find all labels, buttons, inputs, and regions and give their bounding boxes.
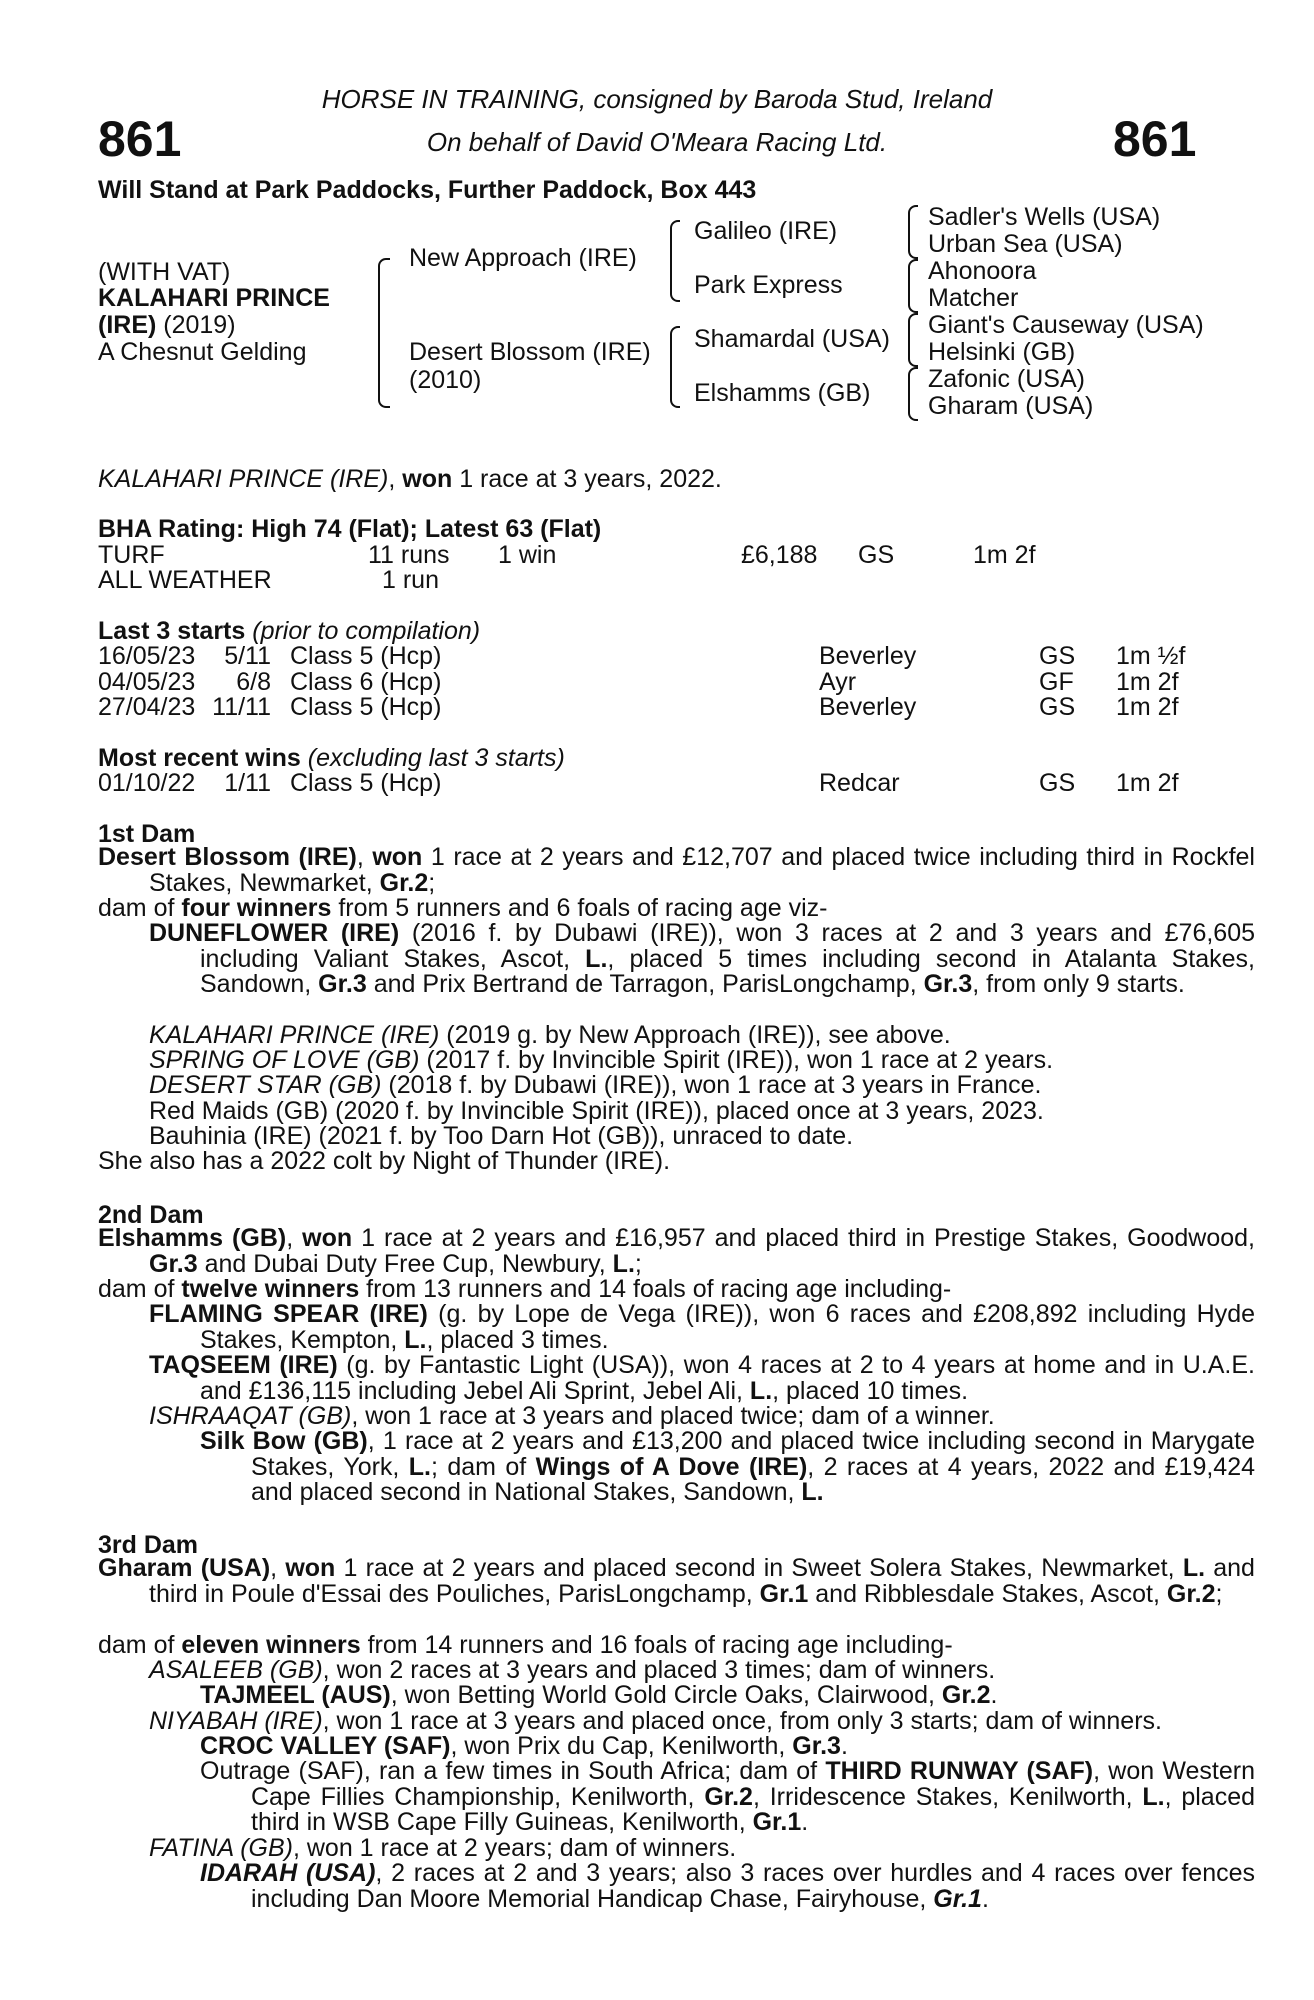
- text-run: TAJMEEL (AUS): [200, 1681, 391, 1709]
- brace-ds: [908, 313, 918, 367]
- dam3-intro: Gharam (USA), won 1 race at 2 years and placed second in Sweet Solera Stakes, Newmarket, L. and third in Poule d'Essai des Pouliches, ParisLongchamp, Gr.1 and Ribblesdale Stakes, Ascot, Gr.2;: [98, 1554, 1255, 1608]
- dam1-progeny-4: [149, 1073, 1041, 1099]
- text-run: (2019 g. by New Approach (IRE)), see above.: [439, 1021, 951, 1049]
- text-run: Gr.2: [704, 1782, 753, 1811]
- text-run: Gharam (USA): [98, 1554, 271, 1582]
- consignor-line: HORSE IN TRAINING, consigned by Baroda Stud, Ireland: [321, 84, 993, 114]
- text-run: won: [402, 465, 453, 493]
- text-run: , from only 9 starts.: [972, 970, 1185, 998]
- dam1-progeny-5: Red Maids (GB) (2020 f. by Invincible Spirit (IRE)), placed once at 3 years, 2023.: [149, 1097, 1044, 1125]
- text-run: Gr.2: [379, 868, 429, 897]
- brace-dam-parents: [670, 326, 680, 408]
- lot-number-right: 861: [1113, 111, 1197, 167]
- text-run: , 1 race at 2 years and £13,200 and placed twice including second in Marygate Stakes, York,: [251, 1427, 1255, 1481]
- text-run: 1 race at 2 years and placed second in Sweet Solera Stakes, Newmarket,: [335, 1554, 1183, 1582]
- pedigree-sdd: Matcher: [928, 284, 1019, 312]
- text-run: (2018 f. by Dubawi (IRE)), won 1 race at 3 years in France.: [381, 1071, 1042, 1099]
- pedigree-dam-dam: Elshamms (GB): [694, 379, 871, 407]
- text-run: , won 1 race at 3 years and placed twice; dam of a winner.: [351, 1402, 995, 1430]
- dam2-damof: [98, 1277, 951, 1303]
- dam1-progeny-2: [149, 1023, 951, 1049]
- text-run: , won 2 races at 3 years and placed 3 times; dam of winners.: [322, 1656, 996, 1684]
- text-run: L.: [585, 944, 608, 973]
- text-run: DUNEFLOWER (IRE): [149, 919, 400, 947]
- pedigree-dss: Giant's Causeway (USA): [928, 311, 1204, 339]
- text-run: , Irridescence Stakes, Kenilworth,: [752, 1782, 1143, 1811]
- dam2-intro: Elshamms (GB), won 1 race at 2 years and £16,957 and placed third in Prestige Stakes, Goodwood, Gr.3 and Dubai Duty Free Cup, Newbury, L.;: [98, 1224, 1255, 1278]
- text-run: (prior to compilation): [245, 617, 481, 645]
- horse-country: (IRE): [98, 311, 157, 339]
- text-run: (2017 f. by Invincible Spirit (IRE)), won 1 race at 2 years.: [419, 1046, 1054, 1074]
- text-run: and Prix Bertrand de Tarragon, ParisLongchamp,: [366, 970, 924, 998]
- text-run: (g. by Lope de Vega (IRE)), won 6 races and £208,892 including Hyde Stakes, Kempton,: [200, 1300, 1256, 1354]
- dam1-damof: [98, 896, 827, 922]
- text-run: Elshamms (GB): [98, 1224, 287, 1252]
- text-run: , placed 5 times including second in Atalanta Stakes, Sandown,: [200, 944, 1255, 998]
- dam3-progeny-6: [149, 1836, 736, 1862]
- horse-suffix-year: [98, 311, 236, 340]
- text-run: , 2 races at 2 and 3 years; also 3 races over hurdles and 4 races over fences including Dan Moore Memorial Handicap Chase, Fairyhouse,: [251, 1859, 1255, 1913]
- dam2-progeny-1: [149, 1302, 1255, 1353]
- dam3-progeny-3: [149, 1709, 1162, 1735]
- text-run: ISHRAAQAT (GB): [149, 1402, 352, 1430]
- lot-number-left: 861: [98, 111, 182, 167]
- text-run: ASALEEB (GB): [149, 1656, 323, 1684]
- text-run: dam of: [98, 1275, 182, 1303]
- text-run: (2016 f. by Dubawi (IRE)), won 3 races at 2 and 3 years and £76,605 including Valiant Stakes, Ascot,: [200, 919, 1256, 973]
- pedigree-dam-sire: Shamardal (USA): [694, 325, 890, 353]
- text-run: CROC VALLEY (SAF): [200, 1732, 451, 1760]
- text-run: FATINA (GB): [149, 1834, 293, 1862]
- text-run: Most recent wins: [98, 744, 301, 772]
- text-run: , won 1 race at 2 years; dam of winners.: [292, 1834, 737, 1862]
- text-run: from 5 runners and 6 foals of racing age viz-: [331, 894, 828, 922]
- pedigree-ddd: Gharam (USA): [928, 392, 1094, 420]
- text-run: and Ribblesdale Stakes, Ascot,: [808, 1579, 1167, 1608]
- dam3-heading: 3rd Dam: [98, 1531, 199, 1559]
- dam2-progeny-2: [149, 1353, 1255, 1404]
- text-run: ;: [428, 868, 436, 897]
- dam3-damof: [98, 1633, 953, 1659]
- text-run: eleven winners: [181, 1631, 361, 1659]
- text-run: L.: [1142, 1782, 1165, 1811]
- text-run: four winners: [181, 894, 332, 922]
- brace-sd: [908, 259, 918, 313]
- race-summary: KALAHARI PRINCE (IRE), won 1 race at 3 years, 2022.: [98, 465, 722, 493]
- text-run: , placed 3 times.: [426, 1325, 609, 1354]
- text-run: dam of: [98, 894, 182, 922]
- text-run: Gr.3: [923, 970, 973, 998]
- text-run: Wings of A Dove (IRE): [535, 1452, 808, 1481]
- text-run: KALAHARI PRINCE (IRE): [98, 465, 389, 493]
- dam1-heading: 1st Dam: [98, 820, 196, 848]
- dam2-heading: 2nd Dam: [98, 1201, 204, 1229]
- text-run: and third in Poule d'Essai des Pouliches, ParisLongchamp,: [149, 1554, 1255, 1608]
- pedigree-dds: Zafonic (USA): [928, 365, 1085, 393]
- pedigree-sire: New Approach (IRE): [409, 244, 637, 272]
- text-run: Desert Blossom (IRE): [98, 843, 357, 871]
- dam3-progeny-2: [200, 1683, 998, 1709]
- text-run: won: [302, 1224, 353, 1252]
- text-run: (excluding last 3 starts): [300, 744, 565, 772]
- dam1-progeny-3: [149, 1048, 1053, 1074]
- text-run: Gr.2: [941, 1681, 991, 1709]
- text-run: .: [801, 1808, 809, 1836]
- horse-year: (2019): [156, 311, 236, 339]
- text-run: Outrage (SAF), ran a few times in South Africa; dam of: [200, 1757, 826, 1785]
- text-run: 1 race at 2 years and £16,957 and placed third in Prestige Stakes, Goodwood,: [352, 1224, 1255, 1252]
- text-run: from 14 runners and 16 foals of racing age including-: [360, 1631, 953, 1659]
- pedigree-sss: Sadler's Wells (USA): [928, 203, 1161, 231]
- text-run: TAQSEEM (IRE): [149, 1351, 338, 1379]
- text-run: , placed third in WSB Cape Filly Guineas, Kenilworth,: [251, 1782, 1255, 1836]
- text-run: L.: [749, 1376, 773, 1405]
- behalf-line: On behalf of David O'Meara Racing Ltd.: [426, 127, 888, 157]
- text-run: L.: [801, 1478, 824, 1506]
- pedigree-sire-sire: Galileo (IRE): [694, 217, 838, 245]
- text-run: from 13 runners and 14 foals of racing age including-: [359, 1275, 952, 1303]
- text-run: .: [990, 1681, 998, 1709]
- text-run: Gr.3: [318, 970, 367, 998]
- dam2-progeny-3: [149, 1404, 995, 1430]
- text-run: L.: [408, 1452, 431, 1481]
- dam3-progeny-7: [200, 1861, 1255, 1912]
- text-run: , placed 10 times.: [772, 1376, 969, 1405]
- text-run: SPRING OF LOVE (GB): [149, 1046, 420, 1074]
- dam1-intro: Desert Blossom (IRE), won 1 race at 2 years and £12,707 and placed twice including third in Rockfel Stakes, Newmarket, Gr.2;: [98, 843, 1255, 897]
- text-run: twelve winners: [181, 1275, 360, 1303]
- text-run: Silk Bow (GB): [200, 1427, 368, 1455]
- brace-sire-dam: [378, 258, 390, 408]
- pedigree-dam: Desert Blossom (IRE): [409, 338, 651, 366]
- text-run: , 2 races at 4 years, 2022 and £19,424 and placed second in National Stakes, Sandown,: [251, 1452, 1256, 1506]
- text-run: dam of: [98, 1631, 182, 1659]
- text-run: .: [840, 1732, 848, 1760]
- dam1-note: She also has a 2022 colt by Night of Thunder (IRE).: [98, 1147, 671, 1175]
- dam1-progeny-1: [149, 921, 1255, 998]
- text-run: (g. by Fantastic Light (USA)), won 4 races at 2 to 4 years at home and in U.A.E. and £136,115 including Jebel Ali Sprint, Jebel Ali,: [200, 1351, 1255, 1405]
- text-run: DESERT STAR (GB): [149, 1071, 382, 1099]
- pedigree-sds: Ahonoora: [928, 257, 1037, 285]
- text-run: .: [981, 1884, 989, 1913]
- text-run: L.: [612, 1249, 635, 1278]
- text-run: L.: [404, 1325, 427, 1354]
- text-run: Gr.3: [149, 1249, 198, 1278]
- pedigree-dsd: Helsinki (GB): [928, 338, 1076, 366]
- pedigree-dam-year: (2010): [409, 366, 482, 394]
- horse-description: A Chesnut Gelding: [98, 338, 307, 366]
- dam3-progeny-1: [149, 1658, 995, 1684]
- dam2-progeny-4: [200, 1429, 1255, 1506]
- text-run: ;: [1215, 1579, 1223, 1608]
- text-run: Gr.3: [792, 1732, 841, 1760]
- pedigree-sire-dam: Park Express: [694, 271, 843, 299]
- text-run: THIRD RUNWAY (SAF): [825, 1757, 1094, 1785]
- dam3-progeny-4: [200, 1734, 848, 1760]
- text-run: Gr.1: [759, 1579, 809, 1608]
- text-run: 1 race at 2 years and £12,707 and placed twice including third in Rockfel Stakes, Newmarket,: [149, 843, 1255, 897]
- text-run: IDARAH (USA): [200, 1859, 376, 1887]
- pedigree-ssd: Urban Sea (USA): [928, 230, 1123, 258]
- text-run: won: [285, 1554, 336, 1582]
- bha-rating: BHA Rating: High 74 (Flat); Latest 63 (Flat): [98, 515, 602, 543]
- text-run: KALAHARI PRINCE (IRE): [149, 1021, 440, 1049]
- text-run: FLAMING SPEAR (IRE): [149, 1300, 428, 1328]
- text-run: and Dubai Duty Free Cup, Newbury,: [197, 1249, 613, 1278]
- brace-ss: [908, 205, 918, 259]
- text-run: Last 3 starts: [98, 617, 246, 645]
- text-run: 1 race at 3 years, 2022.: [452, 465, 722, 493]
- text-run: , won Prix du Cap, Kenilworth,: [450, 1732, 793, 1760]
- brace-sire-parents: [670, 220, 680, 302]
- dam1-progeny-6: Bauhinia (IRE) (2021 f. by Too Darn Hot (GB)), unraced to date.: [149, 1122, 854, 1150]
- text-run: Gr.1: [933, 1884, 982, 1913]
- text-run: ;: [634, 1249, 642, 1278]
- horse-name: KALAHARI PRINCE: [98, 284, 330, 312]
- text-run: ; dam of: [431, 1452, 536, 1481]
- text-run: Gr.2: [1166, 1579, 1216, 1608]
- text-run: , won Betting World Gold Circle Oaks, Clairwood,: [390, 1681, 942, 1709]
- text-run: L.: [1182, 1554, 1206, 1582]
- dam3-progeny-5: [200, 1759, 1255, 1836]
- text-run: , won 1 race at 3 years and placed once, from only 3 starts; dam of winners.: [322, 1707, 1162, 1735]
- text-run: NIYABAH (IRE): [149, 1707, 323, 1735]
- text-run: won: [372, 843, 423, 871]
- brace-dd: [908, 367, 918, 421]
- text-run: , won Western Cape Fillies Championship, Kenilworth,: [251, 1757, 1256, 1811]
- text-run: Gr.1: [752, 1808, 802, 1836]
- vat-note: (WITH VAT): [98, 258, 231, 286]
- stand-location: Will Stand at Park Paddocks, Further Paddock, Box 443: [98, 176, 757, 204]
